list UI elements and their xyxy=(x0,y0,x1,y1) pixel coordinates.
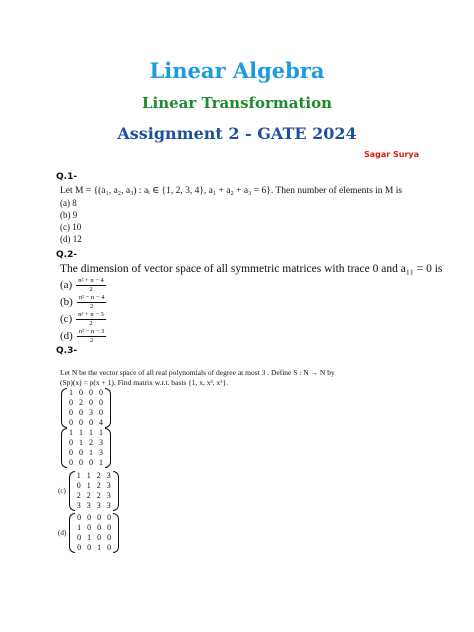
option-a xyxy=(58,388,111,428)
matrix-cell: 0 xyxy=(69,438,73,447)
matrix-cell: 1 xyxy=(76,471,81,480)
matrix-cell: 2 xyxy=(89,438,93,447)
matrix-cell: 2 xyxy=(79,398,83,407)
matrix-cell: 1 xyxy=(79,438,83,447)
matrix-cell: 3 xyxy=(106,481,111,490)
matrix-cell: 0 xyxy=(87,523,92,532)
matrix-cell: 0 xyxy=(107,523,112,532)
fraction-numerator: n² + n − 3 xyxy=(78,310,104,318)
matrix xyxy=(61,428,111,468)
fraction xyxy=(76,311,106,328)
document-subtitle: Linear Transformation xyxy=(141,94,333,112)
matrix-cell: 2 xyxy=(76,491,81,500)
question-label: Q.1- xyxy=(56,172,78,182)
matrix-cell: 0 xyxy=(87,543,92,552)
matrix-cell: 1 xyxy=(77,523,82,532)
matrix-cell: 3 xyxy=(106,501,111,510)
matrix-cell: 1 xyxy=(69,428,73,437)
matrix-cell: 2 xyxy=(86,491,91,500)
option-b: (b) 9 xyxy=(60,210,78,220)
question-text-line-2: (Sp)(x) = p(x + 1). Find matrix w.r.t. basis {1, x, x², x³}. xyxy=(60,378,228,387)
matrix-cell: 3 xyxy=(76,501,81,510)
matrix-cell: 0 xyxy=(97,523,102,532)
matrix-cell: 0 xyxy=(69,418,73,427)
matrix-cell: 1 xyxy=(99,458,103,467)
matrix-cell: 3 xyxy=(96,501,101,510)
matrix-cell: 4 xyxy=(99,418,103,427)
option-label: (a) xyxy=(60,279,73,291)
matrix-cell: 0 xyxy=(97,533,102,542)
matrix-cell: 0 xyxy=(107,513,112,522)
option-d xyxy=(60,327,106,345)
option-c xyxy=(60,310,106,328)
matrix-cell: 0 xyxy=(89,388,93,397)
fraction-denominator: 2 xyxy=(89,336,94,344)
fraction-numerator: n² − n − 4 xyxy=(78,293,105,301)
matrix-cell: 0 xyxy=(79,418,83,427)
matrix-cell: 3 xyxy=(106,491,111,500)
question-label: Q.2- xyxy=(56,250,78,260)
matrix-cell: 1 xyxy=(79,428,83,437)
author-name: Sagar Surya xyxy=(363,150,419,159)
fraction-numerator: n² + n − 4 xyxy=(78,276,104,284)
question-text: The dimension of vector space of all symmetric matrices with trace 0 and a₁₁ = 0 is xyxy=(60,263,443,275)
option-c xyxy=(58,471,119,511)
fraction-denominator: 2 xyxy=(89,319,93,327)
option-b xyxy=(60,293,106,311)
option-label: (c) xyxy=(60,313,73,325)
option-label: (b) xyxy=(60,296,73,308)
matrix-cell: 1 xyxy=(86,471,91,480)
assignment-heading: Assignment 2 - GATE 2024 xyxy=(117,124,357,143)
matrix-cell: 0 xyxy=(107,543,112,552)
matrix-cell: 1 xyxy=(89,448,93,457)
matrix-cell: 0 xyxy=(77,513,82,522)
fraction-denominator: 2 xyxy=(89,302,94,310)
matrix-cell: 0 xyxy=(107,533,112,542)
matrix-cell: 3 xyxy=(99,448,103,457)
matrix-cell: 3 xyxy=(86,501,91,510)
question-text-line-1: Let N be the vector space of all real polynomials of degree at most 3 . Define S : N → N by xyxy=(60,368,335,377)
matrix-cell: 0 xyxy=(79,408,83,417)
matrix xyxy=(69,471,119,511)
option-label: (c) xyxy=(58,487,66,495)
option-d xyxy=(58,513,119,553)
matrix-cell: 0 xyxy=(69,408,73,417)
matrix-cell: 1 xyxy=(69,388,73,397)
option-label: (d) xyxy=(58,529,67,537)
option-label: (d) xyxy=(60,330,73,342)
matrix-cell: 0 xyxy=(89,398,93,407)
fraction xyxy=(77,328,107,345)
fraction-denominator: 2 xyxy=(89,285,93,293)
matrix xyxy=(61,388,111,428)
matrix-cell: 1 xyxy=(99,428,103,437)
matrix-cell: 0 xyxy=(99,388,103,397)
matrix-cell: 0 xyxy=(79,458,83,467)
option-b xyxy=(58,428,111,468)
document-title: Linear Algebra xyxy=(149,58,325,83)
matrix-cell: 0 xyxy=(79,448,83,457)
option-d: (d) 12 xyxy=(60,234,82,244)
question-label: Q.3- xyxy=(56,346,78,356)
matrix-cell: 3 xyxy=(89,408,93,417)
matrix-cell: 0 xyxy=(77,533,82,542)
matrix-cell: 2 xyxy=(96,491,101,500)
matrix-cell: 1 xyxy=(97,543,102,552)
matrix-cell: 2 xyxy=(96,481,101,490)
fraction xyxy=(77,294,107,311)
matrix-cell: 0 xyxy=(77,543,82,552)
matrix-cell: 0 xyxy=(89,458,93,467)
matrix-cell: 0 xyxy=(99,408,103,417)
matrix-cell: 1 xyxy=(86,481,91,490)
matrix-cell: 3 xyxy=(106,471,111,480)
option-a: (a) 8 xyxy=(60,198,77,208)
fraction-numerator: n² − n − 3 xyxy=(78,327,105,335)
matrix-cell: 0 xyxy=(76,481,81,490)
question-text: Let M = {(a₁, a₂, a₃) : aᵢ ∈ {1, 2, 3, 4}, a₁ + a₂ + a₃ = 6}. Then number of elements in M is xyxy=(60,186,403,196)
matrix-cell: 0 xyxy=(89,418,93,427)
matrix-cell: 0 xyxy=(79,388,83,397)
option-c: (c) 10 xyxy=(60,222,82,232)
matrix xyxy=(69,513,119,553)
matrix-cell: 1 xyxy=(89,428,93,437)
fraction xyxy=(76,277,106,294)
matrix-cell: 1 xyxy=(87,533,92,542)
matrix-cell: 0 xyxy=(69,398,73,407)
matrix-cell: 0 xyxy=(99,398,103,407)
matrix-cell: 0 xyxy=(69,458,73,467)
option-a xyxy=(60,276,106,294)
matrix-cell: 3 xyxy=(99,438,103,447)
matrix-cell: 0 xyxy=(87,513,92,522)
matrix-cell: 2 xyxy=(96,471,101,480)
matrix-cell: 0 xyxy=(69,448,73,457)
matrix-cell: 0 xyxy=(97,513,102,522)
